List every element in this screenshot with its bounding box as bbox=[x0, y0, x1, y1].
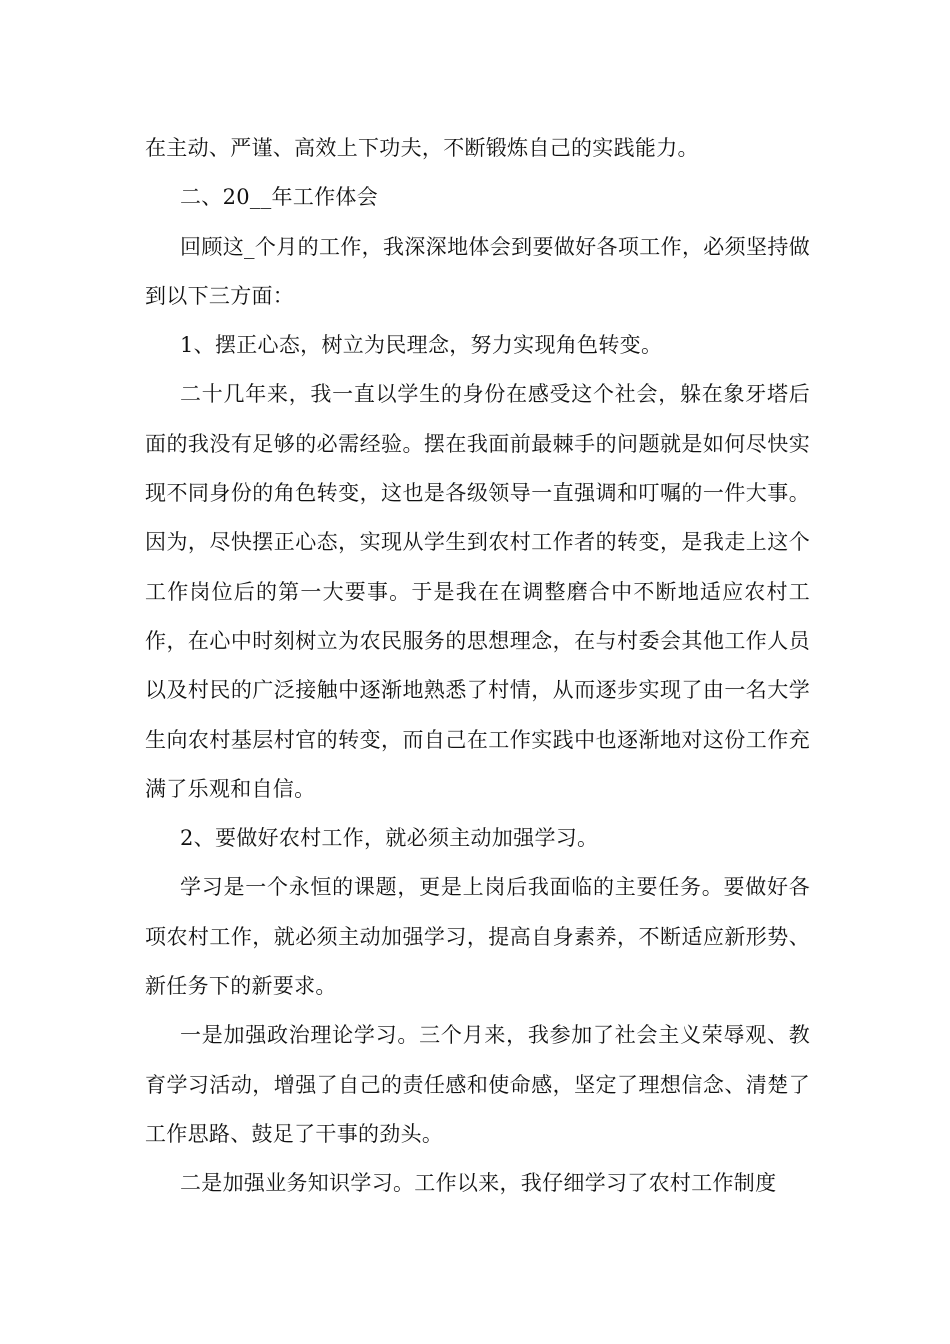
document-body bbox=[145, 124, 810, 1209]
section-heading: 二、20__年工作体会 bbox=[180, 185, 379, 210]
paragraph-role-change: 二十几年来，我一直以学生的身份在感受这个社会，躲在象牙塔后面的我没有足够的必需经验。摆在我面前最棘手的问题就是如何尽快实现不同身份的角色转变，这也是各级领导一直强调和叮嘱的一件大事。因为，尽快摆正心态，实现从学生到农村工作者的转变，是我走上这个工作岗位后的第一大要事。于是我在在调整磨合中不断地适应农村工作，在心中时刻树立为农民服务的思想理念，在与村委会其他工作人员以及村民的广泛接触中逐渐地熟悉了村情，从而逐步实现了由一名大学生向农村基层村官的转变，而自己在工作实践中也逐渐地对这份工作充满了乐观和自信。 bbox=[145, 382, 810, 801]
subheading-2: 2、要做好农村工作，就必须主动加强学习。 bbox=[180, 826, 599, 851]
subheading-1: 1、摆正心态，树立为民理念，努力实现角色转变。 bbox=[180, 333, 663, 358]
paragraph-intro: 回顾这_个月的工作，我深深地体会到要做好各项工作，必须坚持做到以下三方面： bbox=[145, 234, 810, 308]
paragraph-continuation: 在主动、严谨、高效上下功夫，不断锻炼自己的实践能力。 bbox=[145, 136, 699, 160]
paragraph-political-study: 一是加强政治理论学习。三个月来，我参加了社会主义荣辱观、教育学习活动，增强了自己的责任感和使命感，坚定了理想信念、清楚了工作思路、鼓足了干事的劲头。 bbox=[145, 1023, 810, 1146]
paragraph-business-study: 二是加强业务知识学习。工作以来，我仔细学习了农村工作制度 bbox=[180, 1171, 777, 1196]
paragraph-learning: 学习是一个永恒的课题，更是上岗后我面临的主要任务。要做好各项农村工作，就必须主动加强学习，提高自身素养，不断适应新形势、新任务下的新要求。 bbox=[145, 875, 810, 999]
